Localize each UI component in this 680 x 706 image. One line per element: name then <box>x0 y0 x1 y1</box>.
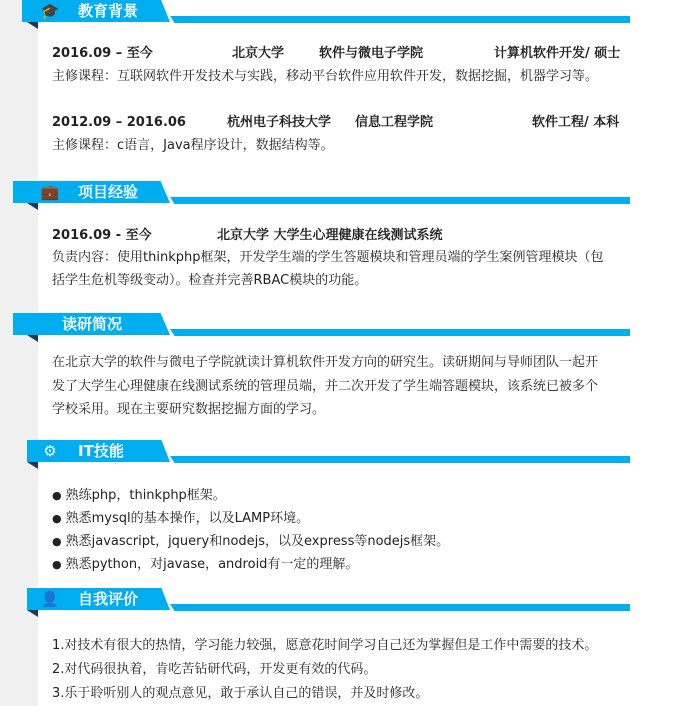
eval-item: 3.乐于聆听别人的观点意见，敢于承认自己的错误，并及时修改。 <box>52 686 429 701</box>
list-item: ● 熟悉javascript，jquery和nodejs，以及express等nodejs框架。 <box>52 530 449 553</box>
briefcase-icon: 💼 <box>40 183 60 201</box>
eval-item: 1.对技术有很大的热情，学习能力较强，愿意花时间学习自己还为掌握但是工作中需要的技术。 <box>52 638 598 653</box>
edu-date: 2016.09 – 至今 <box>52 46 153 61</box>
edu-college: 信息工程学院 <box>355 115 434 130</box>
edu-courses: 主修课程：互联网软件开发技术与实践，移动平台软件应用软件开发，数据挖掘，机器学习等。 <box>52 69 599 84</box>
edu-college: 软件与微电子学院 <box>319 46 424 61</box>
list-item: ● 熟练php，thinkphp框架。 <box>52 484 449 507</box>
grad-text: 学校采用。现在主要研究数据挖掘方面的学习。 <box>52 402 326 417</box>
grad-text: 发了大学生心理健康在线测试系统的管理员端，并二次开发了学生端答题模块，该系统已被多个 <box>52 379 599 394</box>
edu-major: 软件工程/ 本科 <box>532 115 620 130</box>
project-desc: 负责内容：使用thinkphp框架，开发学生端的学生答题模块和管理员端的学生案例管理模块（包 <box>52 250 604 265</box>
edu-school: 北京大学 <box>232 46 285 61</box>
graduation-cap-icon: 🎓 <box>40 2 60 20</box>
project-date: 2016.09 - 至今 <box>52 228 152 243</box>
edu-school: 杭州电子科技大学 <box>227 115 332 130</box>
section-header-project: 💼 项目经验 <box>0 181 680 207</box>
section-header-education: 🎓 教育背景 <box>0 0 680 26</box>
section-header-skills: ⚙ IT技能 <box>0 440 680 466</box>
person-icon: 👤 <box>40 590 60 608</box>
section-header-grad: 读研简况 <box>0 313 680 339</box>
gear-icon: ⚙ <box>43 442 57 460</box>
edu-date: 2012.09 – 2016.06 <box>52 115 186 130</box>
edu-major: 计算机软件开发/ 硕士 <box>494 46 621 61</box>
section-header-eval: 👤 自我评价 <box>0 588 680 614</box>
project-desc: 括学生危机等级变动）。检查并完善RBAC模块的功能。 <box>52 273 368 288</box>
project-name: 北京大学 大学生心理健康在线测试系统 <box>217 228 443 243</box>
list-item: ● 熟悉mysql的基本操作，以及LAMP环境。 <box>52 507 449 530</box>
grad-text: 在北京大学的软件与微电子学院就读计算机软件开发方向的研究生。读研期间与导师团队一起开 <box>52 355 599 370</box>
edu-courses: 主修课程：c语言，Java程序设计，数据结构等。 <box>52 138 334 153</box>
list-item: ● 熟悉python，对javase，android有一定的理解。 <box>52 553 449 576</box>
eval-item: 2.对代码很执着，肯吃苦钻研代码，开发更有效的代码。 <box>52 662 377 677</box>
skills-list <box>52 484 449 576</box>
